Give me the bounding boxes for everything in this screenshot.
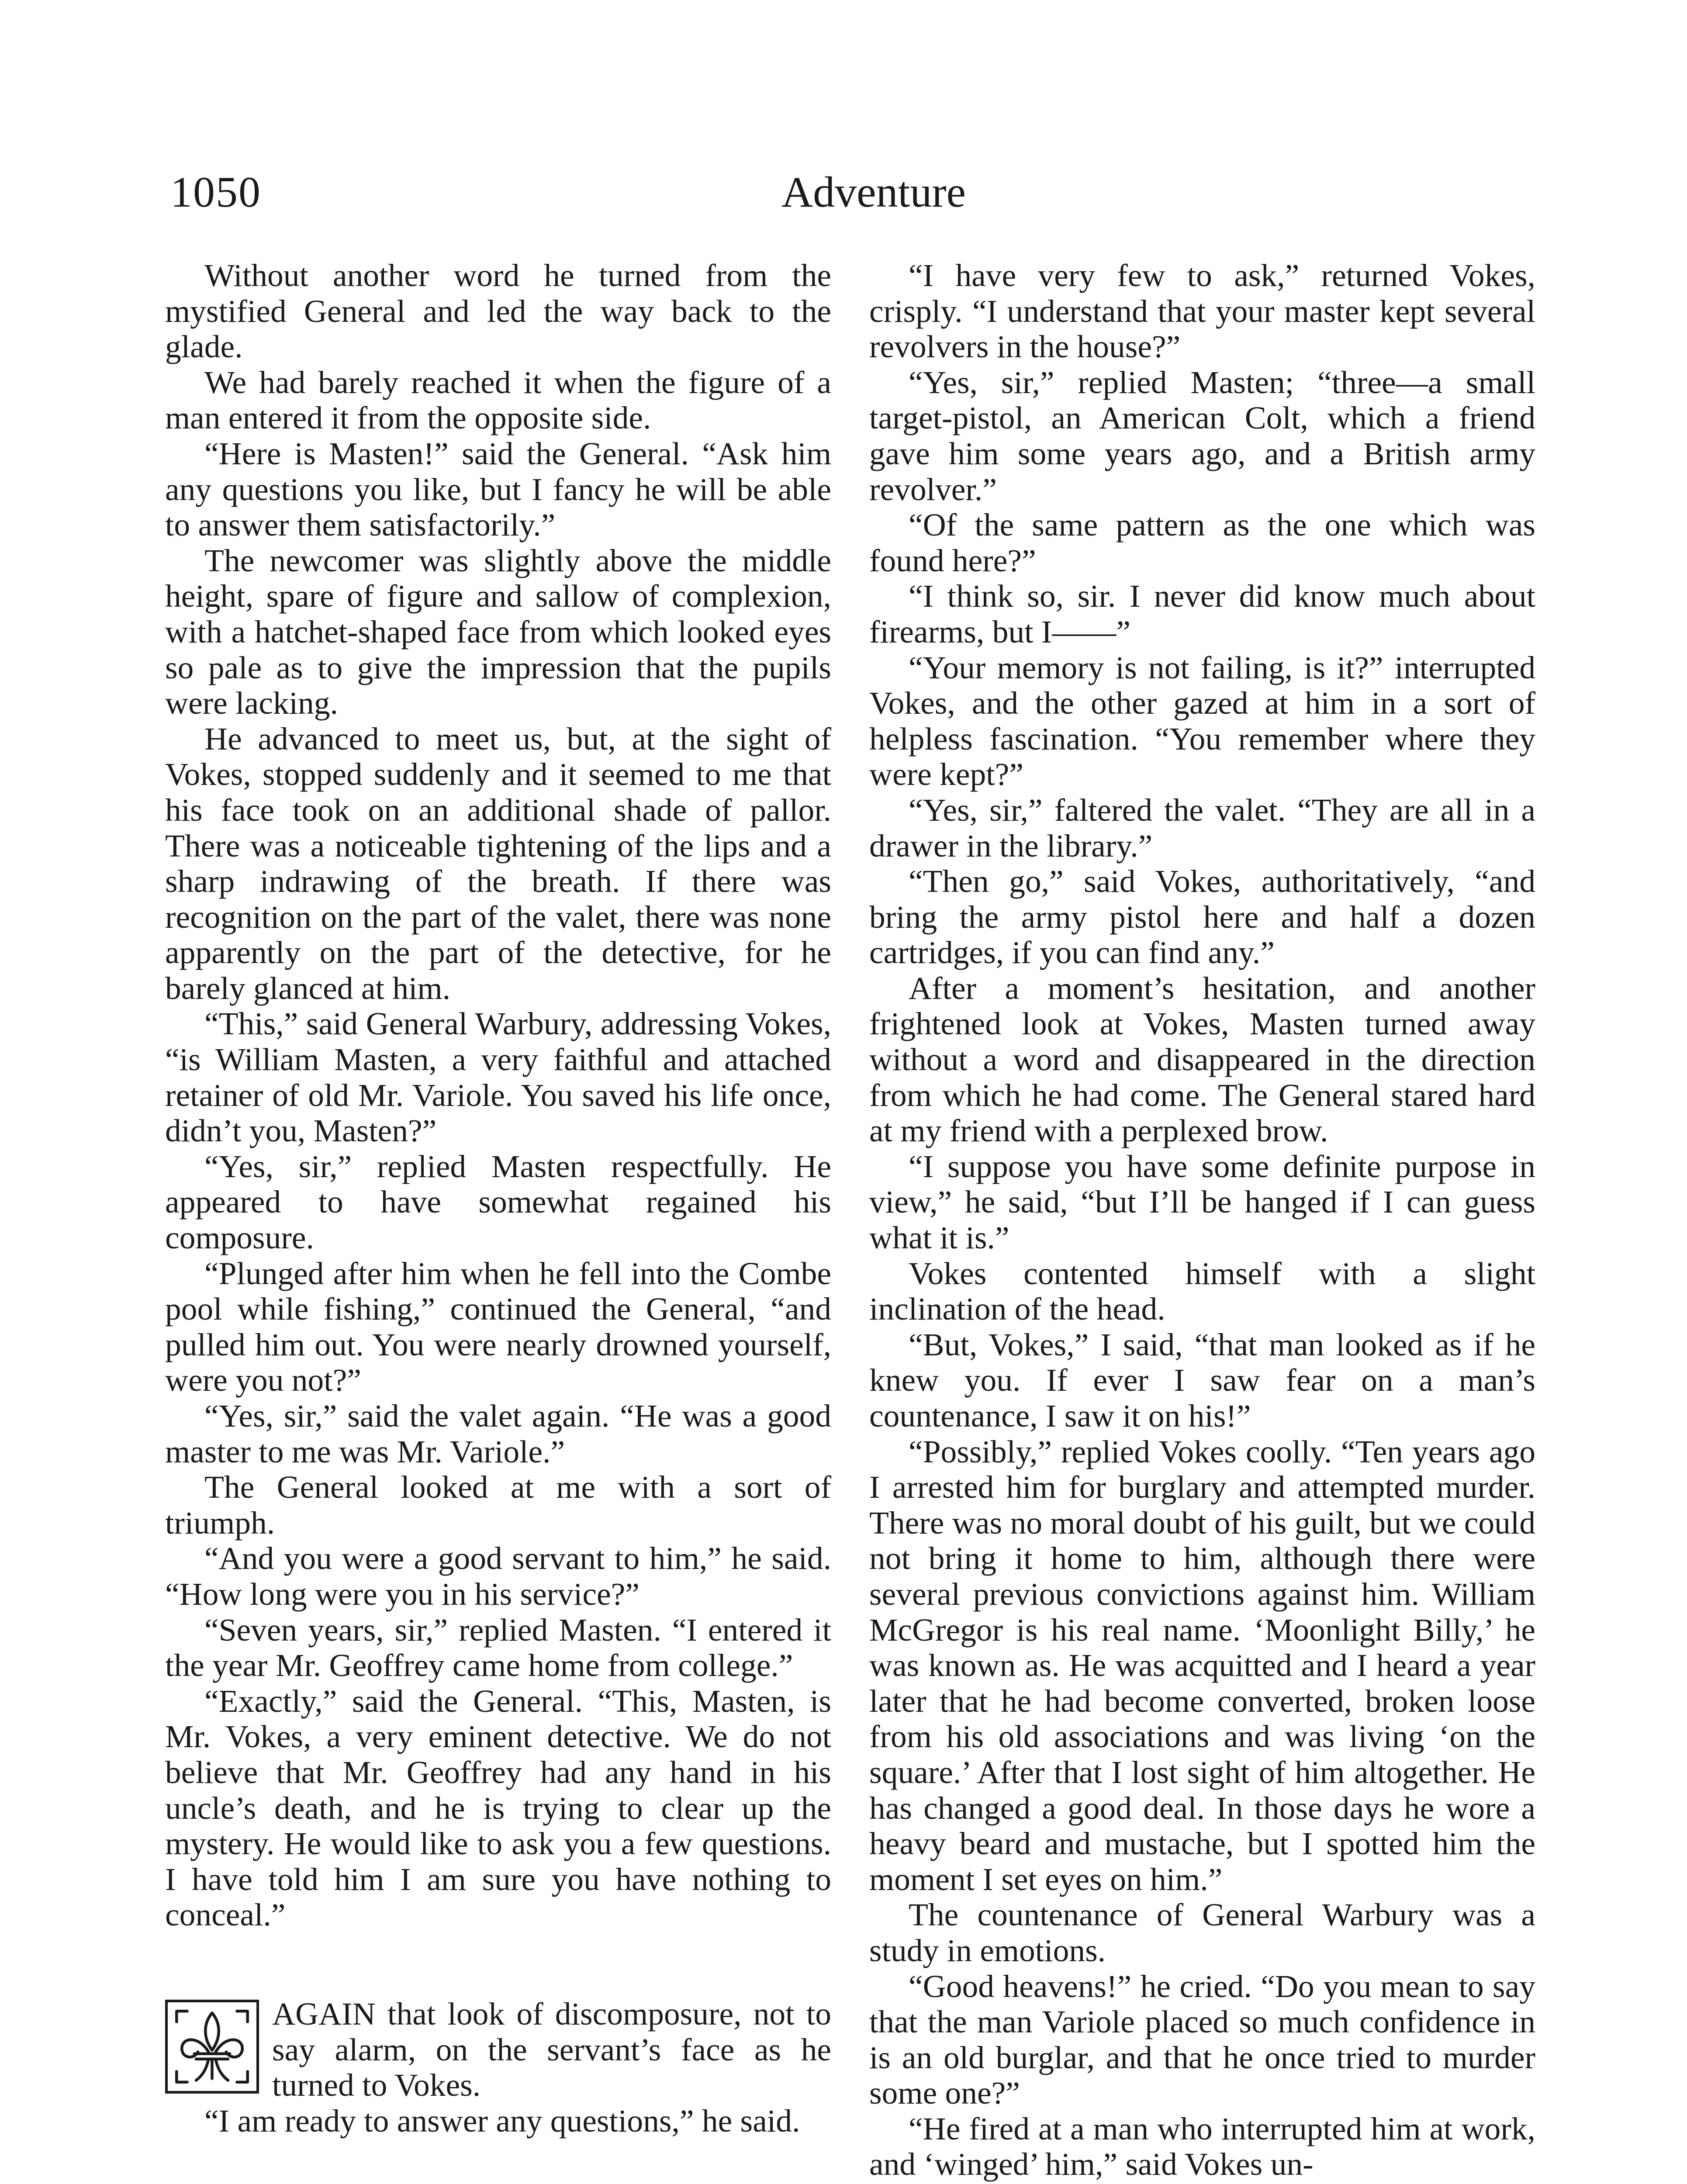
paragraph: The newcomer was slightly above the middle height, spare of figure and sallow of complexion, with a hatchet-shaped face from which looked eyes so pale as to give the impression that the pupils were lacking. — [165, 543, 831, 721]
paragraph: After a moment’s hesitation, and another frightened look at Vokes, Masten turned away without a word and disappeared in the direction from which he had come. The General stared hard at my friend with a perplexed brow. — [869, 970, 1535, 1149]
paragraph: “Your memory is not failing, is it?” interrupted Vokes, and the other gazed at him in a sort of helpless fascination. “You remember where they were kept?” — [869, 650, 1535, 792]
paragraph: The countenance of General Warbury was a study in emotions. — [869, 1897, 1535, 1968]
paragraph: We had barely reached it when the figure of a man entered it from the opposite side. — [165, 364, 831, 436]
paragraph: “Yes, sir,” replied Masten respectfully. He appeared to have somewhat regained his composure. — [165, 1148, 831, 1256]
paragraph: He advanced to meet us, but, at the sight of Vokes, stopped suddenly and it seemed to me that his face took on an additional shade of pallor. There was a noticeable tightening of the lips and a sharp indrawing of the breath. If there was recognition on the part of the valet, there was none apparently on the part of the detective, for he barely glanced at him. — [165, 721, 831, 1006]
paragraph: The General looked at me with a sort of triumph. — [165, 1469, 831, 1541]
paragraph: “But, Vokes,” I said, “that man looked as if he knew you. If ever I saw fear on a man’s countenance, I saw it on his!” — [869, 1327, 1535, 1434]
left-column — [165, 258, 831, 2139]
paragraph: “I am ready to answer any questions,” he said. — [204, 2103, 800, 2139]
paragraph: “Possibly,” replied Vokes coolly. “Ten years ago I arrested him for burglary and attempted murder. There was no moral doubt of his guilt, but we could not bring it home to him, although there were several previous convictions against him. William McGregor is his real name. ‘Moonlight Billy,’ he was known as. He was acquitted and I heard a year later that he had become converted, broken loose from his old associations and was living ‘on the square.’ After that I lost sight of him altogether. He has changed a good deal. In those days he wore a heavy beard and mustache, but I spotted him the moment I set eyes on him.” — [869, 1434, 1535, 1897]
paragraph: “Of the same pattern as the one which was found here?” — [869, 507, 1535, 578]
section-break — [165, 1996, 831, 2139]
paragraph: “I suppose you have some definite purpose in view,” he said, “but I’ll be hanged if I can guess what it is.” — [869, 1148, 1535, 1256]
paragraph: “He fired at a man who interrupted him at work, and ‘winged’ him,” said Vokes un- — [869, 2111, 1535, 2182]
paragraph: “I have very few to ask,” returned Vokes, crisply. “I understand that your master kept several revolvers in the house?” — [869, 258, 1535, 365]
paragraph: AGAIN that look of discomposure, not to say alarm, on the servant’s face as he turned to Vokes. — [272, 1996, 831, 2103]
paragraph: Vokes contented himself with a slight inclination of the head. — [869, 1255, 1535, 1327]
paragraph: “Yes, sir,” replied Masten; “three—a small target-pistol, an American Colt, which a friend gave him some years ago, and a British army revolver.” — [869, 364, 1535, 507]
paragraph: “Yes, sir,” faltered the valet. “They are all in a drawer in the library.” — [869, 792, 1535, 864]
running-title: Adventure — [781, 168, 966, 216]
paragraph: “Plunged after him when he fell into the Combe pool while fishing,” continued the General, “and pulled him out. You were nearly drowned yourself, were you not?” — [165, 1255, 831, 1398]
page-number: 1050 — [170, 168, 261, 216]
paragraph: “I think so, sir. I never did know much about firearms, but I——” — [869, 578, 1535, 650]
paragraph: “Exactly,” said the General. “This, Masten, is Mr. Vokes, a very eminent detective. We do not believe that Mr. Geoffrey had any hand in his uncle’s death, and he is trying to clear up the mystery. He would like to ask you a few questions. I have told him I am sure you have nothing to conceal.” — [165, 1683, 831, 1933]
paragraph: “Good heavens!” he cried. “Do you mean to say that the man Variole placed so much confidence in is an old burglar, and that he once tried to murder some one?” — [869, 1968, 1535, 2111]
fleur-de-lis-icon — [165, 2000, 259, 2094]
paragraph: “Then go,” said Vokes, authoritatively, “and bring the army pistol here and half a dozen cartridges, if you can find any.” — [869, 864, 1535, 971]
paragraph: “This,” said General Warbury, addressing Vokes, “is William Masten, a very faithful and attached retainer of old Mr. Variole. You saved his life once, didn’t you, Masten?” — [165, 1006, 831, 1149]
paragraph: “Seven years, sir,” replied Masten. “I entered it the year Mr. Geoffrey came home from college.” — [165, 1612, 831, 1683]
paragraph: Without another word he turned from the mystified General and led the way back to the glade. — [165, 258, 831, 365]
paragraph: “Yes, sir,” said the valet again. “He was a good master to me was Mr. Variole.” — [165, 1398, 831, 1469]
paragraph: “And you were a good servant to him,” he said. “How long were you in his service?” — [165, 1541, 831, 1612]
right-column — [869, 258, 1535, 2182]
paragraph: “Here is Masten!” said the General. “Ask him any questions you like, but I fancy he will be able to answer them satisfactorily.” — [165, 435, 831, 543]
